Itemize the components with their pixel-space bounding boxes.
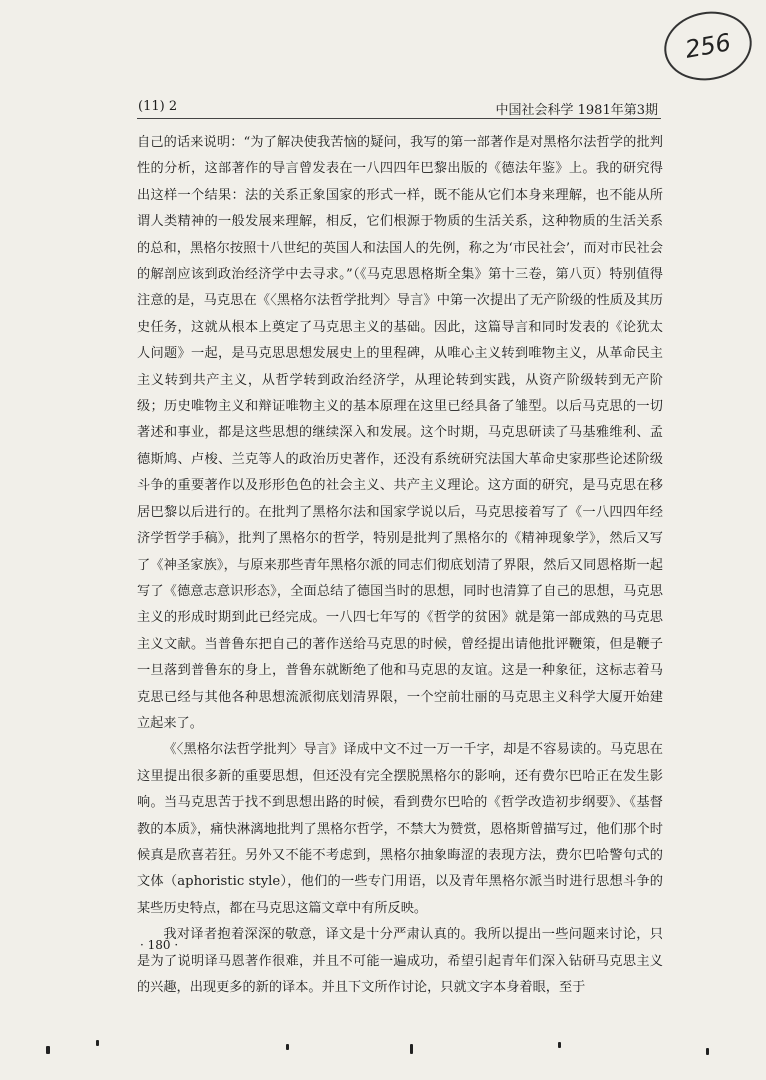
handwritten-page-number-stamp (659, 5, 757, 87)
paragraph: 我对译者抱着深深的敬意，译文是十分严肃认真的。我所以提出一些问题来讨论，只是为了说明译马恩著作很难，并且不可能一遍成功，希望引起青年们深入钻研马克思主义的兴趣，出现更多的新的译本。并且下文所作讨论，只就文字本身着眼，至于 (137, 927, 663, 995)
header-issue-number: (11) 2 (138, 99, 178, 114)
page-number-footer: · 180 · (140, 938, 179, 952)
scan-speck (286, 1044, 289, 1050)
paragraph: 自己的话来说明：“为了解决使我苦恼的疑问，我写的第一部著作是对黑格尔法哲学的批判性的分析，这部著作的导言曾发表在一八四四年巴黎出版的《德法年鉴》上。我的研究得出这样一个结果：法的关系正象国家的形式一样，既不能从它们本身来理解，也不能从所谓人类精神的一般发展来理解，相反，它们根源于物质的生活关系，这种物质的生活关系的总和，黑格尔按照十八世纪的英国人和法国人的先例，称之为‘市民社会’，而对市民社会的解剖应该到政治经济学中去寻求。”（《马克思恩格斯全集》第十三卷，第八页）特别值得注意的是，马克思在《〈黑格尔法哲学批判〉导言》中第一次提出了无产阶级的性质及其历史任务，这就从根本上奠定了马克思主义的基础。因此，这篇导言和同时发表的《论犹太人问题》一起，是马克思思想发展史上的里程碑，从唯心主义转到唯物主义，从革命民主主义转到共产主义，从哲学转到政治经济学，从理论转到实践，从资产阶级转到无产阶级；历史唯物主义和辩证唯物主义的基本原理在这里已经具备了雏型。以后马克思的一切著述和事业，都是这些思想的继续深入和发展。这个时期，马克思研读了马基雅维利、孟德斯鸠、卢梭、兰克等人的政治历史著作，还没有系统研究法国大革命史家那些论述阶级斗争的重要著作以及形形色色的社会主义、共产主义理论。这方面的研究，是马克思在移居巴黎以后进行的。在批判了黑格尔法和国家学说以后，马克思接着写了《一八四四年经济学哲学手稿》，批判了黑格尔的哲学，特别是批判了黑格尔的《精神现象学》，然后又写了《神圣家族》，与原来那些青年黑格尔派的同志们彻底划清了界限，然后又同恩格斯一起写了《德意志意识形态》，全面总结了德国当时的思想，同时也清算了自己的思想，马克思主义的形成时期到此已经完成。一八四七年写的《哲学的贫困》就是第一部成熟的马克思主义文献。当普鲁东把自己的著作送给马克思的时候，曾经提出请他批评鞭策，但是鞭子一旦落到普鲁东的身上，普鲁东就断绝了他和马克思的友谊。这是一种象征，这标志着马克思已经与其他各种思想流派彻底划清界限，一个空前壮丽的马克思主义科学大厦开始建立起来了。 (137, 135, 663, 731)
article-body (137, 130, 663, 1001)
scan-speck (46, 1046, 50, 1054)
stamp-text: 256 (683, 28, 733, 64)
header-journal-title: 中国社会科学 1981年第3期 (495, 103, 658, 118)
scan-speck (96, 1040, 99, 1046)
scan-speck (410, 1044, 413, 1054)
scan-speck (558, 1042, 561, 1048)
paragraph: 《〈黑格尔法哲学批判〉导言》译成中文不过一万一千字，却是不容易读的。马克思在这里提出很多新的重要思想，但还没有完全摆脱黑格尔的影响，还有费尔巴哈正在发生影响。当马克思苦于找不到思想出路的时候，看到费尔巴哈的《哲学改造初步纲要》、《基督教的本质》，痛快淋漓地批判了黑格尔哲学，不禁大为赞赏，恩格斯曾描写过，他们那个时候真是欣喜若狂。另外又不能不考虑到，黑格尔抽象晦涩的表现方法，费尔巴哈警句式的文体（aphoristic style），他们的一些专门用语，以及青年黑格尔派当时进行思想斗争的某些历史特点，都在马克思这篇文章中有所反映。 (137, 742, 663, 916)
scan-speck (706, 1048, 709, 1055)
header-divider (137, 118, 661, 119)
